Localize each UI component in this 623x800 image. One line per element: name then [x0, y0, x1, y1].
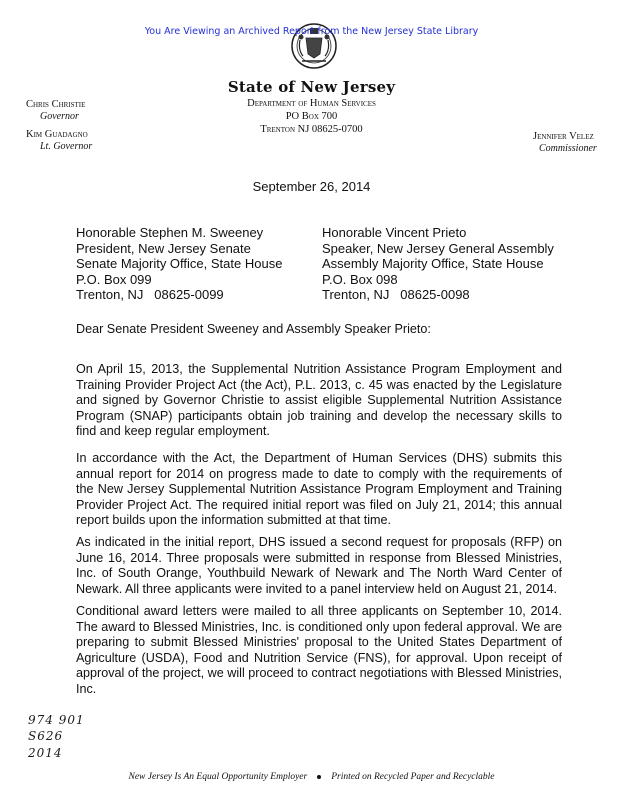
letter-date: September 26, 2014: [252, 179, 371, 194]
body-paragraph: Conditional award letters were mailed to all three applicants on September 10, 2014. The award to Blessed Ministries, Inc. is conditioned only upon federal approval. We are preparing to submit Blessed Ministries' proposal to the United States Department of Agriculture (USDA), Food and Nutrition Service (FNS), for approval. Upon receipt of approval of the project, we will proceed to contract negotiations with Blessed Ministries, Inc.: [76, 604, 562, 696]
commissioner-block: [533, 131, 597, 155]
archive-banner: You Are Viewing an Archived Report from the New Jersey State Library: [144, 26, 479, 37]
handwritten-note: S626: [28, 729, 64, 743]
recipient-city: Trenton, NJ 08625-0098: [322, 287, 470, 303]
governor-block: [26, 99, 92, 153]
lt-governor-name: Kim Guadagno: [26, 129, 88, 140]
lt-governor-title: Lt. Governor: [40, 141, 93, 152]
recipient-office: Assembly Majority Office, State House: [322, 256, 544, 272]
recipient-po-box: P.O. Box 099: [76, 271, 152, 287]
footer-recycled: Printed on Recycled Paper and Recyclable: [331, 772, 495, 782]
handwritten-note: 2014: [28, 746, 63, 760]
commissioner-title: Commissioner: [539, 143, 597, 154]
recipient-title: President, New Jersey Senate: [76, 240, 251, 256]
footer-equal-opportunity: New Jersey Is An Equal Opportunity Employer: [128, 772, 308, 782]
recipient-office: Senate Majority Office, State House: [76, 256, 283, 272]
recipient-address-right: [322, 225, 554, 303]
recipient-po-box: P.O. Box 098: [322, 271, 398, 287]
recipient-city: Trenton, NJ 08625-0099: [76, 287, 224, 303]
body-paragraph: As indicated in the initial report, DHS issued a second request for proposals (RFP) on June 16, 2014. Three proposals were submitted in response from Blessed Ministries, Inc. of South Orange, Youthbuild Newark of Newark and The North Ward Center of Newark. All three applicants were invited to a panel interview held on August 21, 2014.: [76, 535, 562, 596]
state-title: State of New Jersey: [227, 78, 396, 96]
recipient-name: Honorable Vincent Prieto: [322, 225, 467, 240]
governor-name: Chris Christie: [26, 99, 86, 110]
handwritten-note: 974 901: [28, 713, 85, 727]
commissioner-name: Jennifer Velez: [533, 131, 594, 142]
footer: [0, 772, 623, 782]
recipient-title: Speaker, New Jersey General Assembly: [322, 240, 554, 256]
body-paragraph: On April 15, 2013, the Supplemental Nutrition Assistance Program Employment and Training Provider Project Act (the Act), P.L. 2013, c. 45 was enacted by the Legislature and signed by Governor Christie to assist eligible Supplemental Nutrition Assistance Program (SNAP) participants obtain job training and develop the necessary skills to find and keep regular employment.: [76, 362, 562, 439]
recipient-address-left: [76, 225, 282, 303]
department-address: [0, 97, 623, 136]
bullet-icon: [317, 775, 321, 779]
salutation: Dear Senate President Sweeney and Assembly Speaker Prieto:: [76, 322, 431, 336]
body-paragraph: In accordance with the Act, the Department of Human Services (DHS) submits this annual report for 2014 on progress made to date to comply with the requirements of the New Jersey Supplemental Nutrition Assistance Program Employment and Training Provider Project Act. The required initial report was filed on July 21, 2014; this annual report builds upon the information submitted at that time.: [76, 451, 562, 528]
po-box: PO Box 700: [285, 111, 338, 122]
recipient-name: Honorable Stephen M. Sweeney: [76, 225, 264, 240]
city-state-zip: Trenton NJ 08625-0700: [260, 124, 363, 135]
governor-title: Governor: [40, 111, 79, 122]
department-name: Department of Human Services: [247, 98, 376, 109]
